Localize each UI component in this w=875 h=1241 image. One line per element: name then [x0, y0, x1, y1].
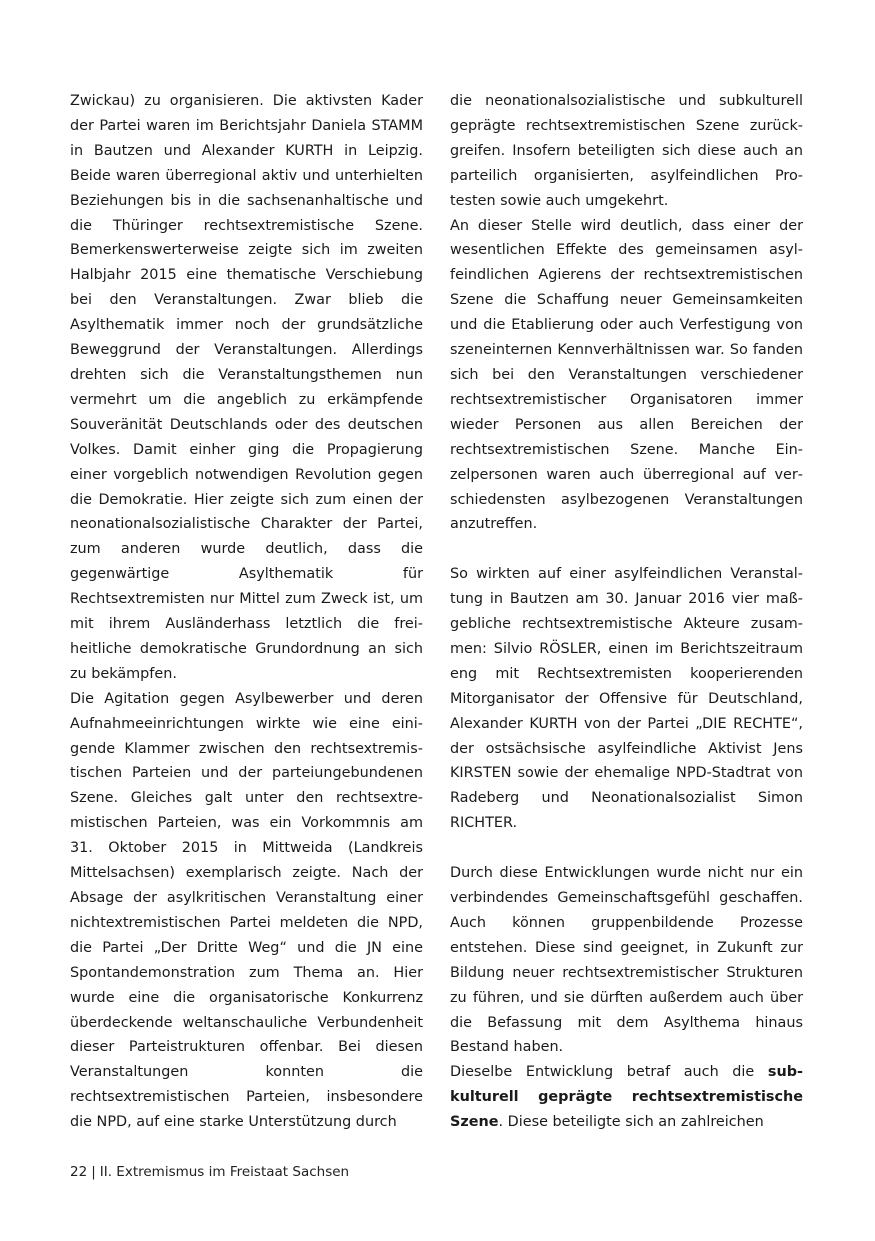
paragraph-gap [450, 537, 803, 562]
paragraph [450, 1060, 803, 1135]
paragraph-gap [450, 836, 803, 861]
bold-term: subkulturell geprägte rechtsextremistische Szene [450, 1064, 803, 1131]
paragraph: An dieser Stelle wird deutlich, dass einer der wesentlichen Effekte des gemeinsamen asylfeindlichen Agierens der rechtsextremistischen Szene die Schaffung neuer Gemeinsamkeiten und die Etablierung oder auch Verfestigung von szeneinternen Kennverhältnissen war. So fanden sich bei den Veranstaltungen verschiedener rechtsextremistischer Organisatoren immer wieder Personen aus allen Bereichen der rechtsextremistischen Szene. Manche Einzelpersonen waren auch überregional auf verschiedensten asylbezogenen Veranstaltungen anzutreffen. [450, 217, 803, 533]
page-footer [70, 1164, 349, 1180]
paragraph: die neonationalsozialistische und subkulturell geprägte rechtsextremistischen Szene zurückgreifen. Insofern beteiligten sich diese auch an parteilich organisierten, asylfeindlichen Protesten sowie auch umgekehrt. [450, 93, 803, 209]
paragraph: Durch diese Entwicklungen wurde nicht nur ein verbindendes Gemeinschaftsgefühl geschaffen. Auch können gruppenbildende Prozesse entstehen. Diese sind geeignet, in Zukunft zur Bildung neuer rechtsextremistischer Strukturen zu führen, und sie dürften außerdem auch über die Befassung mit dem Asylthema hinaus Bestand haben. [450, 865, 803, 1056]
left-column [70, 89, 423, 1135]
paragraph: Zwickau) zu organisieren. Die aktivsten Kader der Partei waren im Berichtsjahr Daniela STAMM in Bautzen und Alexander KURTH in Leipzig. Beide waren überregional aktiv und unterhielten Beziehungen bis in die sachsenanhaltische und die Thüringer rechtsextremistische Szene. Bemerkenswerterweise zeigte sich im zweiten Halbjahr 2015 eine thematische Verschiebung bei den Veranstaltungen. Zwar blieb die Asylthematik immer noch der grundsätzliche Beweggrund der Veranstaltungen. Allerdings drehten sich die Veranstaltungsthemen nun vermehrt um die angeblich zu erkämpfende Souveränität Deutschlands oder des deutschen Volkes. Damit einher ging die Propagierung einer vorgeblich notwendigen Revolution gegen die Demokratie. Hier zeigte sich zum einen der neonationalsozialistische Charakter der Partei, zum anderen wurde deutlich, dass die gegenwärtige Asylthematik für Rechtsextremisten nur Mittel zum Zweck ist, um mit ihrem Ausländerhass letztlich die freiheitliche demokratische Grundordnung an sich zu bekämpfen. [70, 93, 423, 682]
paragraph: Die Agitation gegen Asylbewerber und deren Aufnahmeeinrichtungen wirkte wie eine einigende Klammer zwischen den rechtsextremistischen Parteien und der parteiungebundenen Szene. Gleiches galt unter den rechtsextremistischen Parteien, was ein Vorkommnis am 31. Oktober 2015 in Mittweida (Landkreis Mittelsachsen) exemplarisch zeigte. Nach der Absage der asylkritischen Veranstaltung einer nichtextremistischen Partei meldeten die NPD, die Partei „Der Dritte Weg“ und die JN eine Spontandemonstration zum Thema an. Hier wurde eine die organisatorische Konkurrenz überdeckende weltanschauliche Verbundenheit dieser Parteistrukturen offenbar. Bei diesen Veranstaltungen konnten die rechtsextremistischen Parteien, insbesondere die NPD, auf eine starke Unterstützung durch [70, 690, 423, 1131]
paragraph: So wirkten auf einer asylfeindlichen Veranstaltung in Bautzen am 30. Januar 2016 vier maßgebliche rechtsextremistische Akteure zusammen: Silvio RÖSLER, einen im Berichtszeitraum eng mit Rechtsextremisten kooperierenden Mitorganisator der Offensive für Deutschland, Alexander KURTH von der Partei „DIE RECHTE“, der ostsächsische asylfeindliche Aktivist Jens KIRSTEN sowie der ehemalige NPD-Stadtrat von Radeberg und Neonationalsozialist Simon RICHTER. [450, 566, 803, 832]
page-number: 22 [70, 1164, 88, 1180]
footer-separator: | [91, 1164, 96, 1180]
right-column [450, 89, 803, 1135]
paragraph-text: Dieselbe Entwicklung betraf auch die [450, 1064, 768, 1081]
paragraph-text: . Diese beteiligte sich an zahlreichen [498, 1114, 764, 1131]
chapter-title: II. Extremismus im Freistaat Sachsen [99, 1164, 350, 1180]
